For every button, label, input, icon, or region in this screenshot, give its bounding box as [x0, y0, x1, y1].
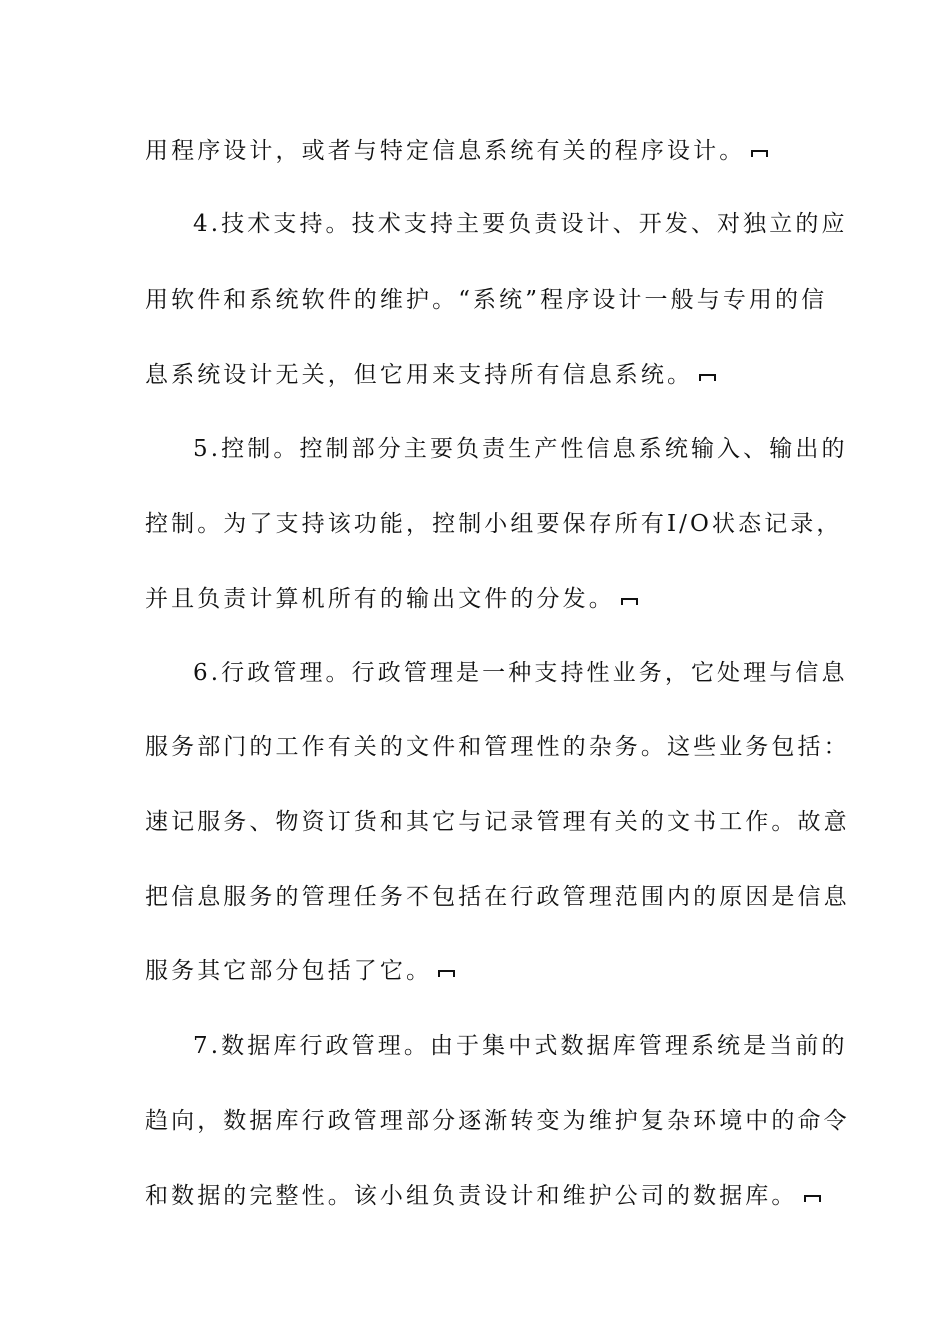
line-text: 控制。为了支持该功能，控制小组要保存所有I/O状态记录，: [145, 511, 843, 537]
text-line: [145, 727, 850, 767]
line-text: 并且负责计算机所有的输出文件的分发。: [145, 586, 615, 612]
line-text: 趋向，数据库行政管理部分逐渐转变为维护复杂环境中的命令: [145, 1108, 850, 1134]
text-line: [145, 1176, 815, 1216]
line-text: 服务其它部分包括了它。: [145, 958, 433, 984]
text-line: [145, 355, 815, 395]
line-text: 息系统设计无关，但它用来支持所有信息系统。: [145, 362, 694, 388]
text-line: [145, 877, 850, 917]
paragraph-mark-icon: [438, 970, 455, 978]
text-line: [145, 579, 815, 619]
paragraph-mark-icon: [751, 150, 768, 158]
paragraph-7-first-line: [193, 1026, 848, 1066]
line-text: 用程序设计，或者与特定信息系统有关的程序设计。: [145, 138, 746, 164]
text-line: [145, 504, 843, 544]
paragraph-mark-icon: [621, 598, 638, 606]
line-text: 和数据的完整性。该小组负责设计和维护公司的数据库。: [145, 1183, 798, 1209]
text-line: [145, 1101, 850, 1141]
text-line: [145, 802, 850, 842]
line-text: 5.控制。控制部分主要负责生产性信息系统输入、输出的: [193, 436, 848, 462]
line-text: 把信息服务的管理任务不包括在行政管理范围内的原因是信息: [145, 884, 850, 910]
line-text: 4.技术支持。技术支持主要负责设计、开发、对独立的应: [193, 211, 848, 237]
text-line: [145, 280, 828, 320]
text-line: [145, 131, 815, 171]
paragraph-mark-icon: [804, 1195, 821, 1203]
line-text: 服务部门的工作有关的文件和管理性的杂务。这些业务包括：: [145, 734, 850, 760]
paragraph-6-first-line: [193, 653, 848, 693]
text-line: [145, 951, 815, 991]
line-text: 用软件和系统软件的维护。“系统”程序设计一般与专用的信: [145, 287, 828, 313]
paragraph-mark-icon: [699, 374, 716, 382]
line-text: 6.行政管理。行政管理是一种支持性业务，它处理与信息: [193, 660, 848, 686]
line-text: 速记服务、物资订货和其它与记录管理有关的文书工作。故意: [145, 809, 850, 835]
paragraph-4-first-line: [193, 204, 848, 244]
line-text: 7.数据库行政管理。由于集中式数据库管理系统是当前的: [193, 1033, 848, 1059]
paragraph-5-first-line: [193, 429, 848, 469]
